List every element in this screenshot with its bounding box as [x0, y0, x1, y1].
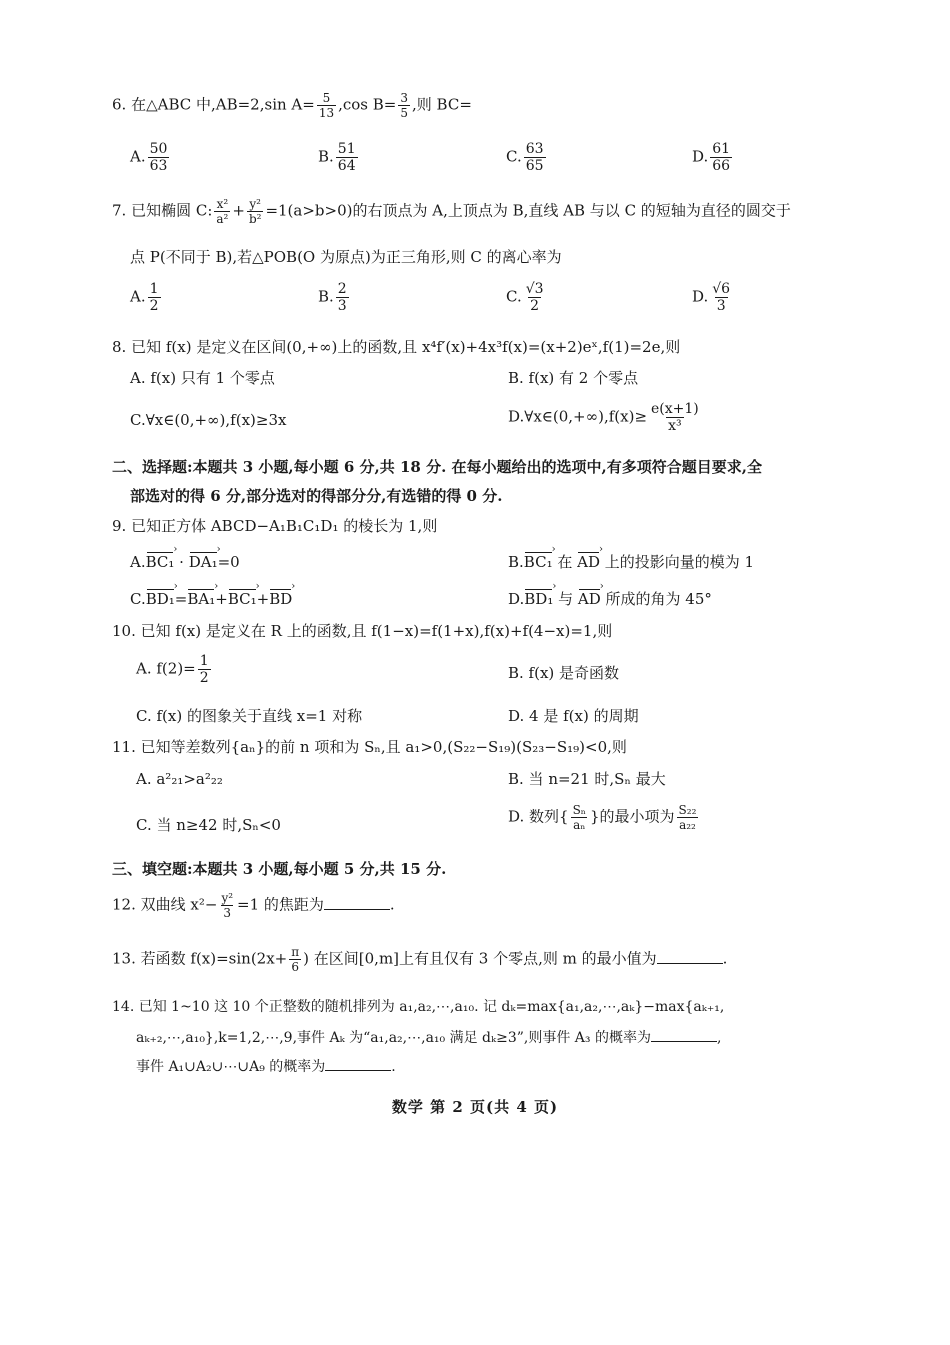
q12-num: y²: [221, 891, 234, 905]
question-7-line-2: 点 P(不同于 B),若△POB(O 为原点)为正三角形,则 C 的离心率为: [130, 248, 562, 266]
sinA-num: 5: [322, 91, 331, 105]
q9-option-a: [130, 555, 240, 570]
q8-option-d: [508, 402, 703, 433]
vector-BD: BD ›: [269, 592, 292, 607]
section-2-heading: 二、选择题:本题共 3 小题,每小题 6 分,共 18 分. 在每小题给出的选项中,有多项符合题目要求,全: [112, 458, 762, 476]
vector-BA1: BA₁ ›: [187, 592, 215, 607]
question-13: [112, 946, 727, 973]
option-label: C.: [130, 590, 146, 608]
q12-suffix: =1 的焦距为: [237, 895, 324, 914]
option-den: 64: [337, 158, 356, 174]
option-den: 3: [337, 298, 347, 314]
q11-optD-den: aₙ: [573, 818, 586, 832]
option-fraction: [710, 142, 732, 173]
vector-BC1: BC₁ ›: [524, 555, 553, 570]
question-9-stem: 9. 已知正方体 ABCD−A₁B₁C₁D₁ 的棱长为 1,则: [112, 517, 438, 535]
q7-option-b: [318, 282, 351, 313]
q10-option-a: [136, 654, 213, 685]
q6-mid: ,cos B=: [338, 95, 397, 114]
question-14-line-3: [136, 1060, 396, 1074]
q7-rest: =1(a>b>0)的右顶点为 A,上顶点为 B,直线 AB 与以 C 的短轴为直径的圆交于: [265, 201, 791, 220]
q7-option-c: [506, 282, 548, 313]
q10-option-b: B. f(x) 是奇函数: [508, 664, 620, 682]
section-2-heading-line-2: 部选对的得 6 分,部分选对的得部分分,有选错的得 0 分.: [130, 487, 503, 505]
option-fraction: [336, 142, 358, 173]
vector-BC1: BC₁ ›: [146, 555, 175, 570]
q11-optD-fraction-2: [677, 804, 699, 831]
q13-num: π: [291, 945, 300, 959]
option-label: A.: [130, 553, 146, 571]
q13-den: 6: [291, 960, 300, 974]
sinA-den: 13: [318, 106, 335, 120]
option-num: 61: [712, 141, 731, 157]
q13-suffix: ) 在区间[0,m]上有且仅有 3 个零点,则 m 的最小值为: [303, 949, 657, 968]
q10-optA-num: 1: [199, 653, 209, 669]
q11-optD-prefix: D. 数列{: [508, 807, 569, 826]
sinA-fraction: [317, 92, 336, 119]
option-num: 1: [149, 281, 159, 297]
option-mid: 与: [553, 590, 578, 608]
cosB-num: 3: [400, 91, 409, 105]
fx-den: a²: [216, 212, 229, 226]
question-6-stem: [112, 92, 472, 119]
cosB-fraction: [398, 92, 410, 119]
ellipse-y-fraction: [247, 198, 264, 225]
option-den: 65: [525, 158, 544, 174]
vector-AD: AD ›: [577, 555, 600, 570]
option-tail: 所成的角为 45°: [600, 590, 712, 608]
q8-optD-num: e(x+1): [651, 401, 699, 417]
q6-option-d: [692, 142, 734, 173]
option-label: B.: [508, 553, 524, 571]
q11-optD-mid: }的最小项为: [590, 807, 675, 826]
q10-optA-den: 2: [199, 670, 209, 686]
q10-option-c: C. f(x) 的图象关于直线 x=1 对称: [136, 707, 363, 725]
option-label: D.: [692, 147, 709, 166]
option-num: 2: [337, 281, 347, 297]
q11-optD-den2: a₂₂: [679, 818, 696, 832]
q12-end: .: [389, 895, 395, 914]
option-label: D.: [692, 287, 709, 306]
q6-suffix: ,则 BC=: [412, 95, 472, 114]
option-label: C.: [506, 287, 522, 306]
q13-prefix: 13. 若函数 f(x)=sin(2x+: [112, 949, 288, 968]
q12-prefix: 12. 双曲线 x²−: [112, 895, 218, 914]
cosB-den: 5: [400, 106, 409, 120]
option-num: 63: [525, 141, 544, 157]
q10-optA-fraction: [198, 654, 211, 685]
q12-fraction: [219, 892, 235, 919]
q6-option-c: [506, 142, 548, 173]
page-footer: 数学 第 2 页(共 4 页): [391, 1098, 559, 1116]
option-num: 50: [149, 141, 168, 157]
option-fraction: [524, 282, 546, 313]
answer-blank: [324, 909, 390, 910]
option-label: D.: [508, 590, 525, 608]
option-fraction: [148, 142, 170, 173]
vector-BD1: BD₁ ›: [146, 592, 175, 607]
vector-DA1: DA₁ ›: [189, 555, 218, 570]
option-label: A.: [130, 147, 146, 166]
q8-option-b: B. f(x) 有 2 个零点: [508, 369, 639, 387]
option-mid: 在: [552, 553, 578, 571]
equals-sign: =: [174, 590, 188, 608]
q14-line2-text: aₖ₊₂,⋯,a₁₀},k=1,2,⋯,9,事件 Aₖ 为“a₁,a₂,⋯,a₁₀ 满足 dₖ≥3”,则事件 A₃ 的概率为: [136, 1030, 651, 1046]
q11-optD-num: Sₙ: [572, 803, 586, 817]
option-tail: =0: [217, 553, 240, 571]
option-num: √6: [712, 281, 731, 297]
q10-option-d: D. 4 是 f(x) 的周期: [508, 707, 639, 725]
q14-line3-end: .: [391, 1059, 396, 1075]
option-fraction: [710, 282, 732, 313]
option-tail: 上的投影向量的模为 1: [600, 553, 755, 571]
q9-option-c: [130, 592, 292, 607]
option-num: √3: [525, 281, 544, 297]
option-den: 2: [530, 298, 540, 314]
option-label: B.: [318, 287, 334, 306]
plus-sign: +: [256, 590, 270, 608]
vector-BD1: BD₁ ›: [524, 592, 553, 607]
q6-prefix: 6. 在△ABC 中,AB=2,sin A=: [112, 95, 315, 114]
option-fraction: [524, 142, 546, 173]
question-7-stem: [112, 198, 791, 225]
fy-den: b²: [248, 212, 262, 226]
q11-optD-num2: S₂₂: [678, 803, 697, 817]
q9-option-d: [508, 592, 712, 607]
answer-blank: [325, 1070, 391, 1071]
plus-sign: +: [232, 201, 245, 220]
option-den: 3: [716, 298, 726, 314]
section-3-heading: 三、填空题:本题共 3 小题,每小题 5 分,共 15 分.: [112, 860, 447, 878]
option-fraction: [148, 282, 161, 313]
option-den: 63: [149, 158, 168, 174]
option-den: 2: [149, 298, 159, 314]
q7-option-d: [692, 282, 734, 313]
plus-sign: +: [215, 590, 228, 608]
option-fraction: [336, 282, 349, 313]
option-label: A.: [130, 287, 146, 306]
q10-optA-prefix: A. f(2)=: [136, 659, 196, 678]
q11-optD-fraction-1: [571, 804, 588, 831]
question-14-line-1: 14. 已知 1~10 这 10 个正整数的随机排列为 a₁,a₂,⋯,a₁₀. 记 dₖ=max{a₁,a₂,⋯,aₖ}−max{aₖ₊₁,: [112, 999, 725, 1015]
fx-num: x²: [216, 197, 229, 211]
q11-option-b: B. 当 n=21 时,Sₙ 最大: [508, 770, 666, 788]
q8-optD-fraction: [649, 402, 701, 433]
question-14-line-2: [136, 1031, 721, 1045]
ellipse-x-fraction: [214, 198, 230, 225]
q7-prefix: 7. 已知椭圆 C:: [112, 201, 213, 220]
q14-line3-text: 事件 A₁∪A₂∪⋯∪A₉ 的概率为: [136, 1059, 326, 1075]
q7-option-a: [130, 282, 163, 313]
q8-option-c: C.∀x∈(0,+∞),f(x)≥3x: [130, 411, 287, 429]
q9-option-b: [508, 555, 754, 570]
question-10-stem: 10. 已知 f(x) 是定义在 R 上的函数,且 f(1−x)=f(1+x),f(x)+f(4−x)=1,则: [112, 622, 613, 640]
q8-optD-den: x³: [668, 418, 682, 434]
q13-fraction: [289, 946, 301, 973]
option-num: 51: [337, 141, 356, 157]
q12-den: 3: [223, 906, 232, 920]
q11-option-d: [508, 804, 700, 831]
vector-BC1: BC₁ ›: [228, 592, 257, 607]
question-12: [112, 892, 395, 919]
q8-optD-prefix: D.∀x∈(0,+∞),f(x)≥: [508, 407, 648, 426]
answer-blank: [651, 1041, 717, 1042]
vector-AD: AD ›: [578, 592, 601, 607]
option-label: C.: [506, 147, 522, 166]
answer-blank: [657, 963, 723, 964]
question-8-stem: 8. 已知 f(x) 是定义在区间(0,+∞)上的函数,且 x⁴f′(x)+4x³f(x)=(x+2)eˣ,f(1)=2e,则: [112, 338, 681, 356]
fy-num: y²: [249, 197, 261, 211]
q13-end: .: [722, 949, 728, 968]
q6-option-a: [130, 142, 171, 173]
option-den: 66: [712, 158, 731, 174]
q6-option-b: [318, 142, 360, 173]
dot-operator: ·: [174, 553, 189, 571]
question-11-stem: 11. 已知等差数列{aₙ}的前 n 项和为 Sₙ,且 a₁>0,(S₂₂−S₁₉)(S₂₃−S₁₉)<0,则: [112, 738, 627, 756]
q14-line2-end: ,: [716, 1030, 722, 1046]
q11-option-a: A. a²₂₁>a²₂₂: [136, 770, 223, 788]
q8-option-a: A. f(x) 只有 1 个零点: [130, 369, 275, 387]
q11-option-c: C. 当 n≥42 时,Sₙ<0: [136, 816, 281, 834]
option-label: B.: [318, 147, 334, 166]
